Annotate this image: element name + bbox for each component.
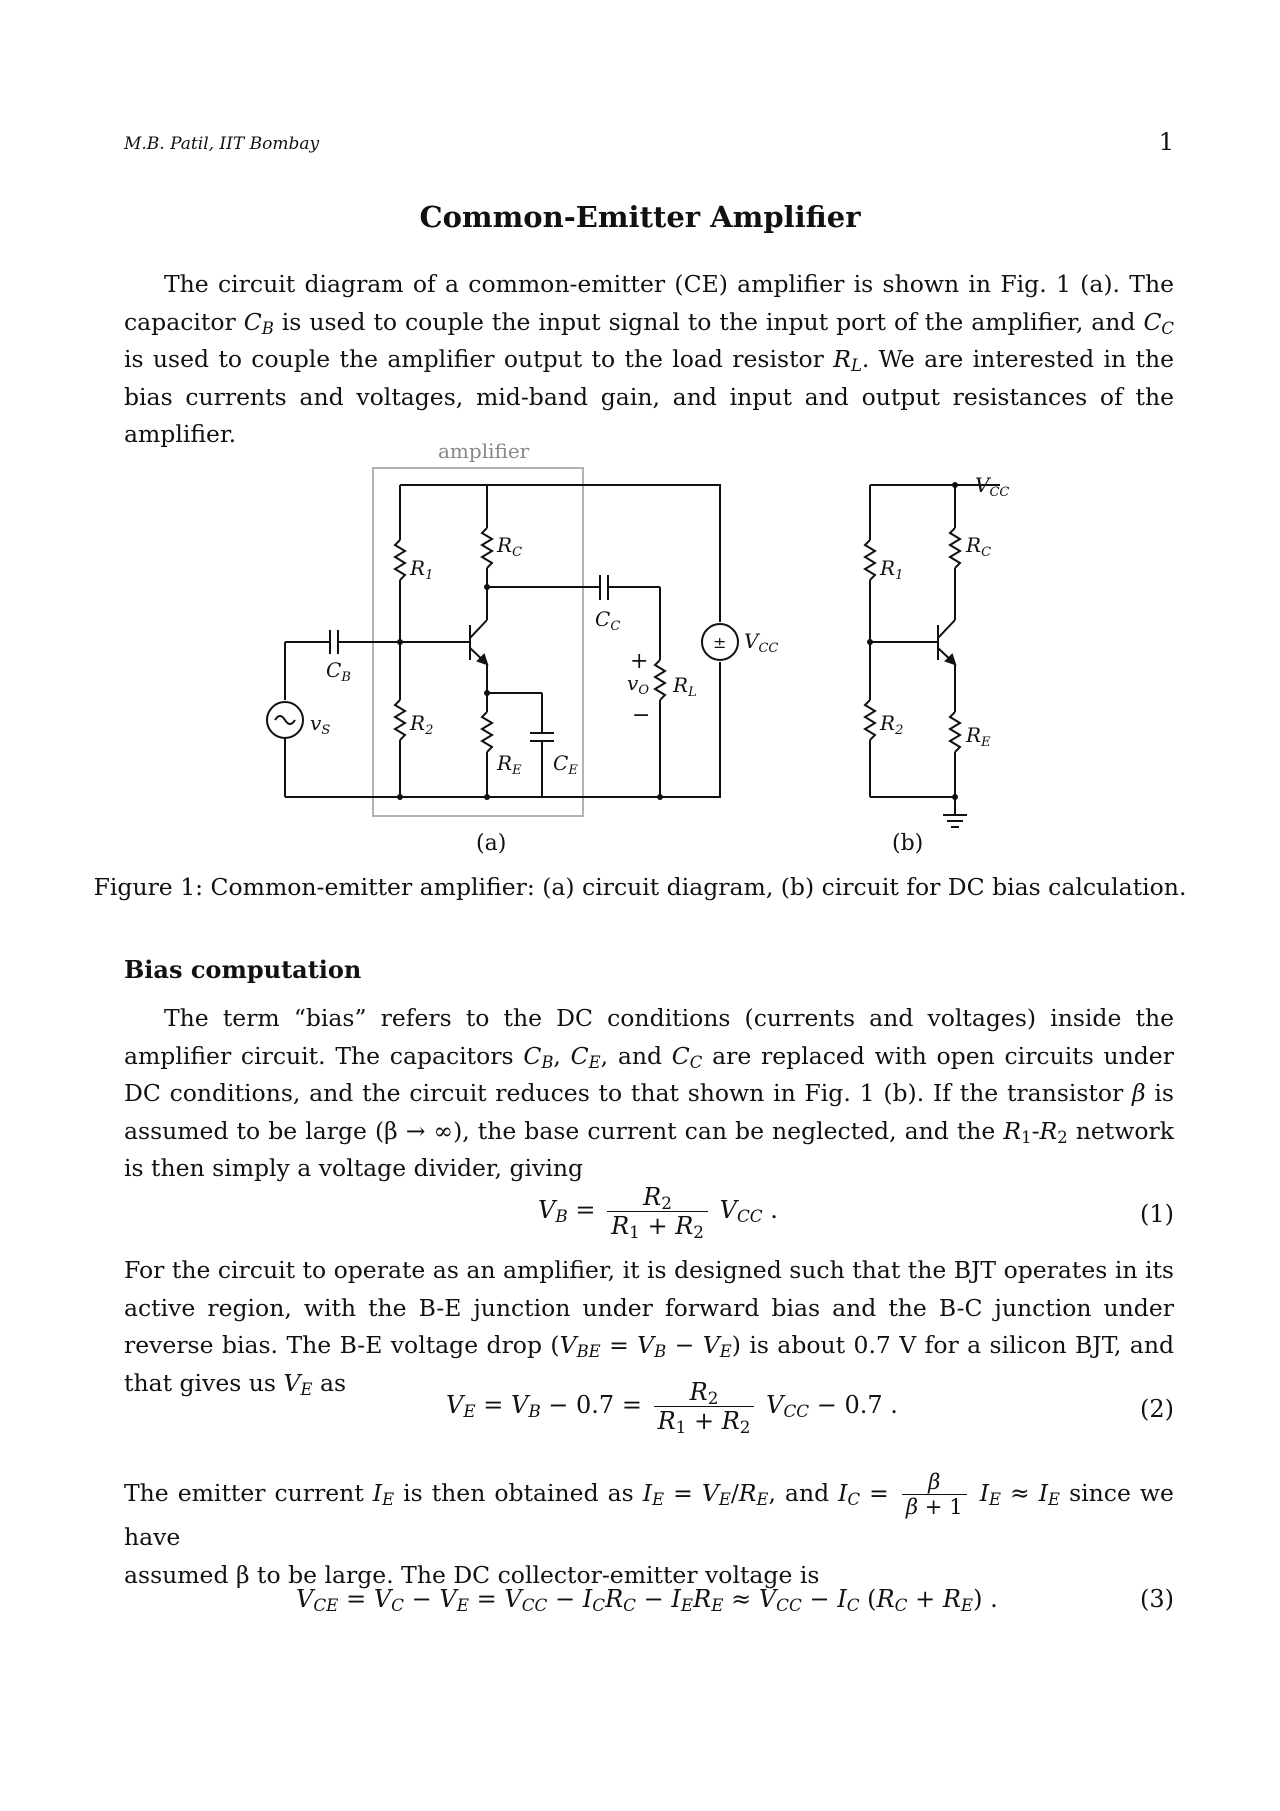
- circuit-figure: [0, 430, 1280, 870]
- figure-caption: Figure 1: Common-emitter amplifier: (a) circuit diagram, (b) circuit for DC bias calculation.: [93, 873, 1187, 901]
- svg-text:+: +: [630, 649, 649, 674]
- equation-3: $V_{CE} = V_C - V_E = V_{CC} - I_CR_C - I_ER_E \approx V_{CC} - I_C$ $(R_C + R_E)$ .: [296, 1585, 998, 1616]
- equation-2: $V_E = V_B - 0.7$ = $\frac{R_2}{R_1 + R_2}$ $V_{CC} - 0.7$ .: [446, 1378, 898, 1438]
- svg-text:R1: $R_1$: [410, 556, 434, 583]
- active-region-paragraph: For the circuit to operate as an amplifier, it is designed such that the BJT operates in its active region, with the B-E junction under forward bias and the B-C junction under reverse bias. The B-E voltage drop $(V_{BE} = V_B - V_E)$ is about 0.7 V for a silicon BJT, and that gives us $V_E$ as: [124, 1256, 1174, 1399]
- svg-text:RC: $R_C$: [966, 533, 992, 560]
- amplifier-label: amplifier: [438, 439, 530, 463]
- svg-text:R1: $R_1$: [880, 556, 904, 583]
- svg-text:VCC: $V_{CC}$: [744, 629, 779, 656]
- rl-resistor: [655, 660, 665, 700]
- svg-text:CE: $C_E$: [553, 751, 578, 778]
- svg-text:RC: $R_C$: [497, 533, 523, 560]
- svg-text:vS: $v_S$: [310, 711, 331, 738]
- section-bias: Bias computation: [124, 955, 362, 984]
- r1-resistor: [395, 540, 405, 580]
- r2-resistor: [395, 700, 405, 740]
- svg-text:R2: $R_2$: [880, 711, 904, 738]
- figure-label-b: (b): [892, 831, 924, 856]
- re-resistor: [482, 712, 492, 752]
- svg-text:RE: $R_E$: [966, 723, 991, 750]
- emitter-current-paragraph: The emitter current $I_E$ is then obtained as $I_E = V_E/R_E$, and $I_C$ = $\frac{\beta}{\beta + 1}$ $I_E \approx I_E$ since we have assumed β to be large. The DC collector-emitter voltage is: [124, 1469, 1174, 1589]
- figure-label-a: (a): [476, 831, 507, 856]
- svg-text:vO: $v_O$: [627, 671, 649, 698]
- page-number: 1: [1158, 128, 1174, 156]
- svg-text:−: −: [632, 703, 651, 728]
- page-title: Common-Emitter Amplifier: [419, 200, 861, 234]
- intro-paragraph: The circuit diagram of a common-emitter (CE) amplifier is shown in Fig. 1 (a). The capacitor $C_B$ is used to couple the input signal to the input port of the amplifier, and $C_C$ is used to couple the amplifier output to the load resistor $R_L$. We are interested in the bias currents and voltages, mid-band gain, and input and output resistances of the amplifier.: [124, 270, 1174, 448]
- svg-text:CC: $C_C$: [595, 607, 621, 634]
- equation-2-number: (2): [1140, 1395, 1174, 1423]
- svg-text:CB: $C_B$: [326, 658, 351, 685]
- equation-3-number: (3): [1140, 1585, 1174, 1613]
- bias-paragraph: The term “bias” refers to the DC conditions (currents and voltages) inside the amplifier circuit. The capacitors $C_B$, $C_E$, and $C_C$ are replaced with open circuits under DC conditions, and the circuit reduces to that shown in Fig. 1 (b). If the transistor β is assumed to be large (β → ∞), the base current can be neglected, and the $R_1-R_2$ network is then simply a voltage divider, giving: [124, 1004, 1174, 1182]
- rc-resistor: [482, 528, 492, 568]
- svg-text:R2: $R_2$: [410, 711, 434, 738]
- svg-text:RL: $R_L$: [673, 673, 697, 700]
- header-author: M.B. Patil, IIT Bombay: [124, 134, 320, 154]
- svg-text:RE: $R_E$: [497, 751, 522, 778]
- equation-1-number: (1): [1140, 1200, 1174, 1228]
- equation-1: $V_B$ = $\frac{R_2}{R_1 + R_2}$ $V_{CC}$ .: [538, 1183, 778, 1243]
- svg-text:±: ±: [713, 633, 727, 652]
- svg-text:VCC: $V_{CC}$: [975, 473, 1010, 500]
